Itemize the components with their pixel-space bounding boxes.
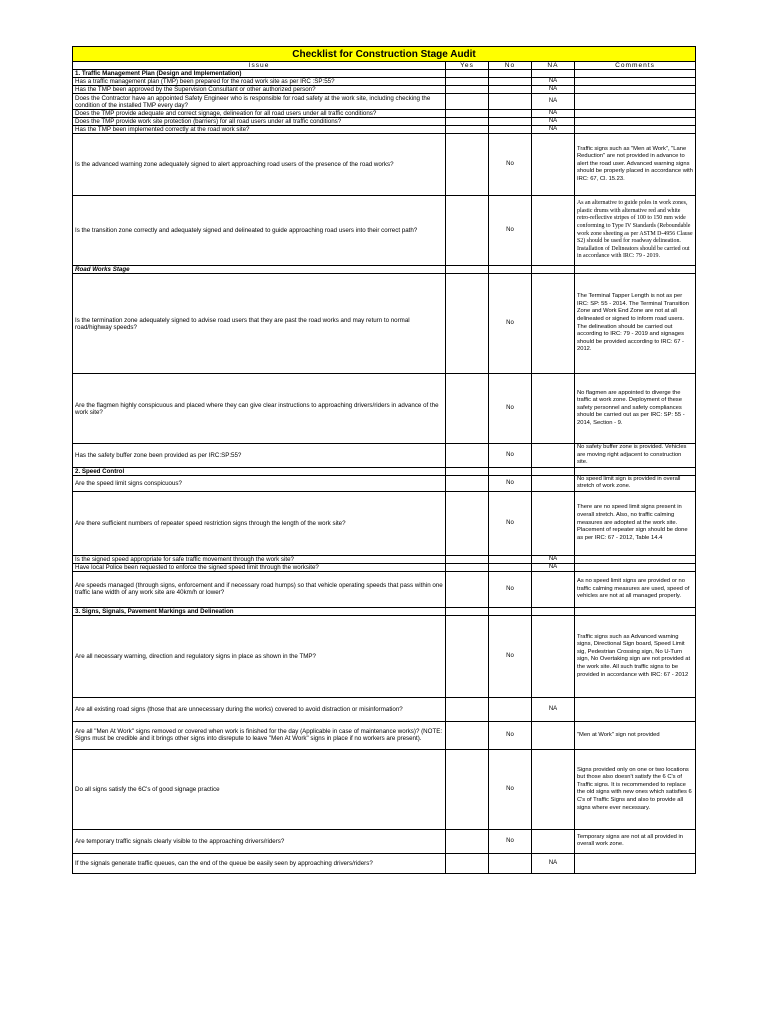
header-no: No xyxy=(489,62,532,70)
no-cell xyxy=(489,607,532,615)
table-row xyxy=(73,86,696,94)
table-row xyxy=(73,110,696,118)
no-cell: No xyxy=(489,444,532,468)
issue-cell: Has the TMP been approved by the Supervision Consultant or other authorized person? xyxy=(73,86,446,94)
issue-cell: Does the TMP provide adequate and correct signage, delineation for all road users under all traffic conditions? xyxy=(73,110,446,118)
table-row xyxy=(73,829,696,853)
table-row xyxy=(73,615,696,697)
comment-cell: No flagmen are appointed to diverge the traffic at work zone. Deployment of these safety personnel and safety compliances should be carried out as per IRC: SP: 55 - 2014, Section - 9. xyxy=(575,374,696,444)
table-row xyxy=(73,196,696,266)
no-cell: No xyxy=(489,374,532,444)
issue-cell: Have local Police been requested to enforce the signed speed limit through the worksite? xyxy=(73,563,446,571)
no-cell: No xyxy=(489,721,532,749)
no-cell: No xyxy=(489,749,532,829)
table-row xyxy=(73,444,696,468)
comment-cell: As an alternative to guide poles in work zones, plastic drums with alternative red and white retro-reflective stripes of 100 to 150 mm wide conforming to Type IV Standards (Reboundable work zone sheeting as per ASTM D-4956 Clause S2) should be used for roadway delineation. Installation of Delineators should be carried out in accordance with IRC: 79 - 2019. xyxy=(575,196,696,266)
comment-cell: The Terminal Tapper Length is not as per IRC: SP: 55 - 2014. The Terminal Transition Zone and Work End Zone are not at all delineated or signed to inform road users. The delineation should be carried out according to IRC: 79 - 2019 and signages should be provided according to IRC: 67 - 2012. xyxy=(575,274,696,374)
no-cell xyxy=(489,853,532,873)
issue-cell: If the signals generate traffic queues, can the end of the queue be easily seen by approaching drivers/riders? xyxy=(73,853,446,873)
yes-cell xyxy=(446,134,489,196)
table-row xyxy=(73,721,696,749)
issue-cell: Does the TMP provide work site protection (barriers) for all road users under all traffic conditions? xyxy=(73,118,446,126)
na-cell xyxy=(532,475,575,491)
yes-cell xyxy=(446,266,489,274)
na-cell xyxy=(532,571,575,607)
header-comments: Comments xyxy=(575,62,696,70)
section-row xyxy=(73,607,696,615)
yes-cell xyxy=(446,78,489,86)
table-row xyxy=(73,94,696,110)
na-cell xyxy=(532,749,575,829)
yes-cell xyxy=(446,721,489,749)
na-cell xyxy=(532,266,575,274)
comment-cell xyxy=(575,118,696,126)
comment-cell xyxy=(575,853,696,873)
issue-cell: Has the TMP been implemented correctly at the road work site? xyxy=(73,126,446,134)
issue-cell: 2. Speed Control xyxy=(73,467,446,475)
comment-cell xyxy=(575,607,696,615)
table-row xyxy=(73,134,696,196)
comment-cell xyxy=(575,110,696,118)
table-row xyxy=(73,749,696,829)
na-cell: NA xyxy=(532,697,575,721)
na-cell: NA xyxy=(532,94,575,110)
yes-cell xyxy=(446,571,489,607)
table-row xyxy=(73,571,696,607)
issue-cell: 3. Signs, Signals, Pavement Markings and Delineation xyxy=(73,607,446,615)
na-cell xyxy=(532,70,575,78)
na-cell: NA xyxy=(532,78,575,86)
na-cell: NA xyxy=(532,126,575,134)
issue-cell: Is the transition zone correctly and adequately signed and delineated to guide approaching road users into their correct path? xyxy=(73,196,446,266)
issue-cell: Is the signed speed appropriate for safe traffic movement through the work site? xyxy=(73,555,446,563)
yes-cell xyxy=(446,749,489,829)
yes-cell xyxy=(446,196,489,266)
checklist-table xyxy=(72,46,696,874)
na-cell xyxy=(532,196,575,266)
na-cell: NA xyxy=(532,118,575,126)
table-row xyxy=(73,563,696,571)
na-cell xyxy=(532,829,575,853)
title-row xyxy=(73,47,696,62)
table-row xyxy=(73,697,696,721)
issue-cell: Are all existing road signs (those that are unnecessary during the works) covered to avoid distraction or misinformation? xyxy=(73,697,446,721)
issue-cell: Has the safety buffer zone been provided as per IRC:SP:55? xyxy=(73,444,446,468)
issue-cell: Are all "Men At Work" signs removed or covered when work is finished for the day (Applicable in case of maintenance works)? (NOTE: Signs must be credible and it brings other signs into disrepute to leave "Men At Work" signs in place if no workers are present). xyxy=(73,721,446,749)
issue-cell: Has a traffic management plan (TMP) been prepared for the road work site as per IRC :SP:55? xyxy=(73,78,446,86)
na-cell xyxy=(532,374,575,444)
comment-cell xyxy=(575,126,696,134)
no-cell xyxy=(489,118,532,126)
yes-cell xyxy=(446,110,489,118)
no-cell xyxy=(489,86,532,94)
header-na: NA xyxy=(532,62,575,70)
comment-cell: As no speed limit signs are provided or no traffic calming measures are used, speed of vehicles are not at all managed properly. xyxy=(575,571,696,607)
comment-cell xyxy=(575,266,696,274)
table-row xyxy=(73,78,696,86)
yes-cell xyxy=(446,555,489,563)
no-cell xyxy=(489,110,532,118)
no-cell: No xyxy=(489,134,532,196)
yes-cell xyxy=(446,467,489,475)
issue-cell: Road Works Stage xyxy=(73,266,446,274)
yes-cell xyxy=(446,86,489,94)
issue-cell: Is the advanced warning zone adequately signed to alert approaching road users of the presence of the road works? xyxy=(73,134,446,196)
issue-cell: Are the flagmen highly conspicuous and placed where they can give clear instructions to approaching drivers/riders in advance of the work site? xyxy=(73,374,446,444)
table-row xyxy=(73,475,696,491)
no-cell: No xyxy=(489,196,532,266)
table-row xyxy=(73,853,696,873)
yes-cell xyxy=(446,475,489,491)
issue-cell: Are speeds managed (through signs, enforcement and if necessary road humps) so that vehicle operating speeds that pass within one traffic lane width of any work site are 40km/h or lower? xyxy=(73,571,446,607)
header-issue: Issue xyxy=(73,62,446,70)
no-cell: No xyxy=(489,475,532,491)
comment-cell: Traffic signs such as "Men at Work", "Lane Reduction" are not provided in advance to alert the road user. Advanced warning signs should be properly placed in accordance with IRC: 67, Cl. 15.23. xyxy=(575,134,696,196)
no-cell xyxy=(489,467,532,475)
section-row xyxy=(73,266,696,274)
header-row xyxy=(73,62,696,70)
yes-cell xyxy=(446,94,489,110)
na-cell: NA xyxy=(532,563,575,571)
no-cell xyxy=(489,70,532,78)
issue-cell: Do all signs satisfy the 6C's of good signage practice xyxy=(73,749,446,829)
comment-cell xyxy=(575,78,696,86)
comment-cell xyxy=(575,697,696,721)
no-cell xyxy=(489,697,532,721)
sheet-title: Checklist for Construction Stage Audit xyxy=(73,47,696,62)
yes-cell xyxy=(446,126,489,134)
yes-cell xyxy=(446,118,489,126)
na-cell: NA xyxy=(532,853,575,873)
table-row xyxy=(73,555,696,563)
table-row xyxy=(73,491,696,555)
yes-cell xyxy=(446,70,489,78)
section-row xyxy=(73,467,696,475)
na-cell xyxy=(532,467,575,475)
na-cell: NA xyxy=(532,86,575,94)
issue-cell: 1. Traffic Management Plan (Design and Implementation) xyxy=(73,70,446,78)
comment-cell: No safety buffer zone is provided. Vehicles are moving right adjacent to construction site. xyxy=(575,444,696,468)
table-row xyxy=(73,118,696,126)
yes-cell xyxy=(446,829,489,853)
no-cell xyxy=(489,563,532,571)
table-row xyxy=(73,374,696,444)
na-cell xyxy=(532,134,575,196)
na-cell xyxy=(532,491,575,555)
no-cell xyxy=(489,555,532,563)
no-cell xyxy=(489,126,532,134)
comment-cell xyxy=(575,94,696,110)
issue-cell: Are all necessary warning, direction and regulatory signs in place as shown in the TMP? xyxy=(73,615,446,697)
checklist-sheet xyxy=(72,46,695,874)
yes-cell xyxy=(446,853,489,873)
comment-cell: No speed limit sign is provided in overall stretch of work zone. xyxy=(575,475,696,491)
comment-cell xyxy=(575,70,696,78)
na-cell xyxy=(532,721,575,749)
comment-cell xyxy=(575,467,696,475)
comment-cell xyxy=(575,563,696,571)
yes-cell xyxy=(446,697,489,721)
no-cell xyxy=(489,78,532,86)
table-row xyxy=(73,126,696,134)
issue-cell: Are the speed limit signs conspicuous? xyxy=(73,475,446,491)
yes-cell xyxy=(446,607,489,615)
no-cell: No xyxy=(489,274,532,374)
issue-cell: Is the termination zone adequately signed to advise road users that they are past the road works and may return to normal road/highway speeds? xyxy=(73,274,446,374)
na-cell xyxy=(532,444,575,468)
no-cell xyxy=(489,266,532,274)
na-cell xyxy=(532,274,575,374)
na-cell: NA xyxy=(532,555,575,563)
yes-cell xyxy=(446,274,489,374)
issue-cell: Are there sufficient numbers of repeater speed restriction signs through the length of the work site? xyxy=(73,491,446,555)
yes-cell xyxy=(446,615,489,697)
na-cell xyxy=(532,615,575,697)
yes-cell xyxy=(446,491,489,555)
table-row xyxy=(73,274,696,374)
comment-cell xyxy=(575,86,696,94)
no-cell: No xyxy=(489,571,532,607)
na-cell xyxy=(532,607,575,615)
no-cell: No xyxy=(489,491,532,555)
yes-cell xyxy=(446,563,489,571)
comment-cell xyxy=(575,555,696,563)
comment-cell: There are no speed limit signs present in overall stretch. Also, no traffic calming measures are adopted at the work site. Placement of repeater sign should be done as per IRC: 67 - 2012, Table 14.4 xyxy=(575,491,696,555)
no-cell: No xyxy=(489,615,532,697)
section-row xyxy=(73,70,696,78)
header-yes: Yes xyxy=(446,62,489,70)
no-cell xyxy=(489,94,532,110)
comment-cell: Temporary signs are not at all provided in overall work zone. xyxy=(575,829,696,853)
issue-cell: Are temporary traffic signals clearly visible to the approaching drivers/riders? xyxy=(73,829,446,853)
comment-cell: Traffic signs such as Advanced warning signs, Directional Sign board, Speed Limit sig, Pedestrian Crossing sign, No U-Turn sign, No Overtaking sign are not provided at the work site. All such traffic signs to be provided in accordance with IRC: 67 - 2012 xyxy=(575,615,696,697)
issue-cell: Does the Contractor have an appointed Safety Engineer who is responsible for road safety at the work site, including checking the condition of the installed TMP every day? xyxy=(73,94,446,110)
yes-cell xyxy=(446,374,489,444)
na-cell: NA xyxy=(532,110,575,118)
comment-cell: Signs provided only on one or two locations but those also doesn't satisfy the 6 C's of Traffic signs. It is recommended to replace the old signs with new ones which satisfies 6 C's of Traffic Signs and also to provide all signs where ever necessary. xyxy=(575,749,696,829)
yes-cell xyxy=(446,444,489,468)
comment-cell: "Men at Work" sign not provided xyxy=(575,721,696,749)
no-cell: No xyxy=(489,829,532,853)
